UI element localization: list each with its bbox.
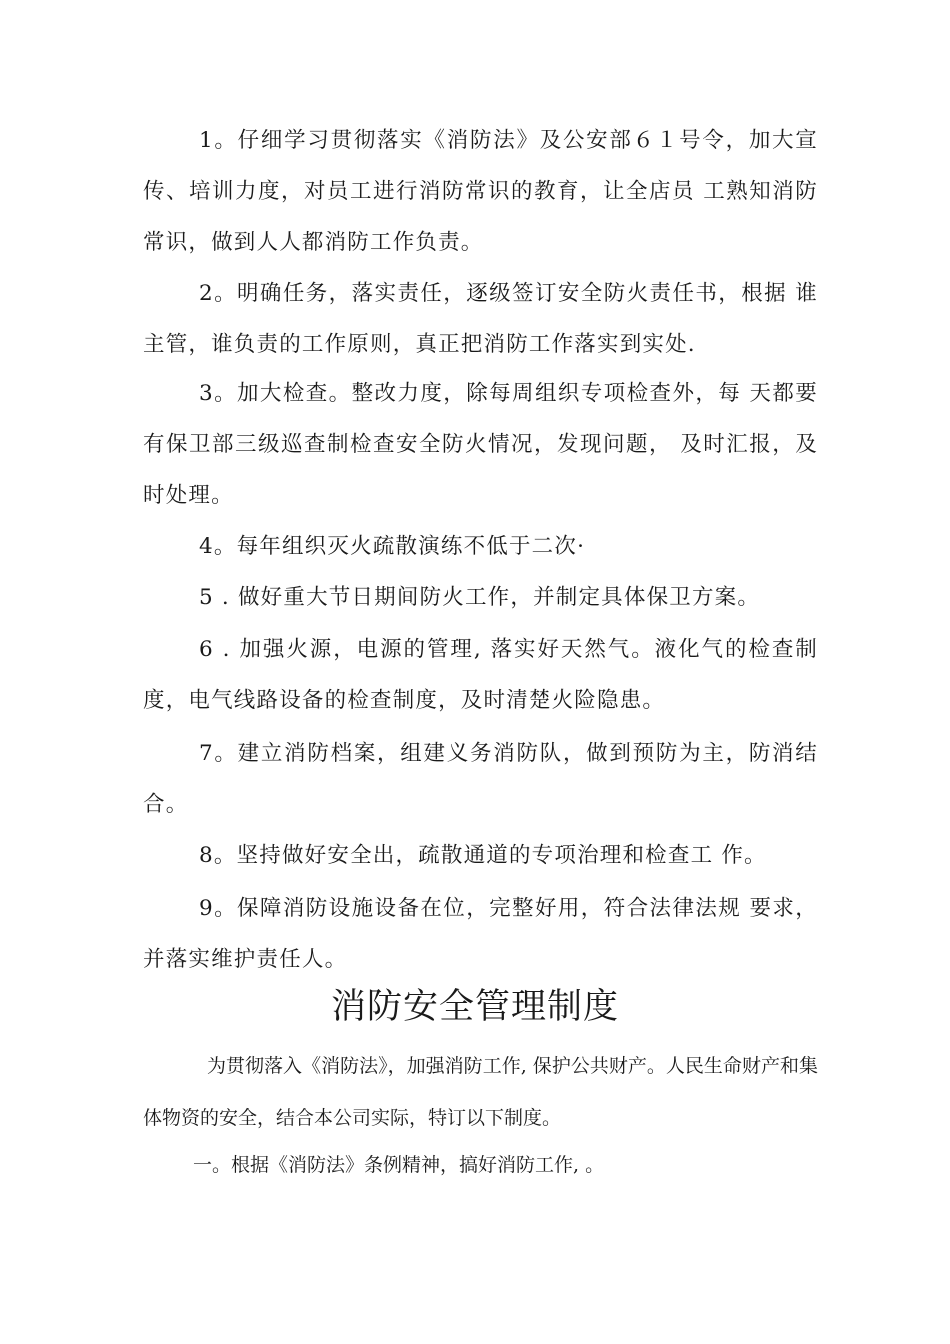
list-item-4: 4。每年组织灭火疏散演练不低于二次·	[199, 534, 586, 559]
list-item-7: 7。建立消防档案，组建义务消防队，做到预防为主，防消结合。	[143, 741, 818, 817]
section-title: 消防安全管理制度	[330, 987, 619, 1027]
list-item-3: 3。加大检查。整改力度，除每周组织专项检查外，每 天都要有保卫部三级巡查制检查安全防火情况，发现问题， 及时汇报，及时处理。	[143, 381, 818, 508]
list-item-8: 8。坚持做好安全出，疏散通道的专项治理和检查工 作。	[199, 843, 767, 868]
intro-paragraph: 为贯彻落入《消防法》，加强消防工作, 保护公共财产。人民生命财产和集体物资的安全，结合本公司实际，特订以下制度。	[143, 1055, 818, 1129]
list-item-5: 5 . 做好重大节日期间防火工作，并制定具体保卫方案。	[199, 585, 761, 610]
list-item-2: 2。明确任务，落实责任，逐级签订安全防火责任书，根据 谁主管，谁负责的工作原则，真正把消防工作落实到实处.	[143, 281, 818, 357]
list-item-1: 1。仔细学习贯彻落实《消防法》及公安部６１号令，加大宣传、培训力度，对员工进行消防常识的教育，让全店员 工熟知消防常识，做到人人都消防工作负责。	[143, 128, 818, 255]
rule-item-1: 一。根据《消防法》条例精神，搞好消防工作, 。	[193, 1154, 605, 1176]
list-item-9: 9。保障消防设施设备在位，完整好用，符合法律法规 要求，并落实维护责任人。	[143, 896, 818, 972]
list-item-6: 6 . 加强火源，电源的管理, 落实好天然气。液化气的检查制度，电气线路设备的检查制度，及时清楚火险隐患。	[143, 637, 818, 713]
